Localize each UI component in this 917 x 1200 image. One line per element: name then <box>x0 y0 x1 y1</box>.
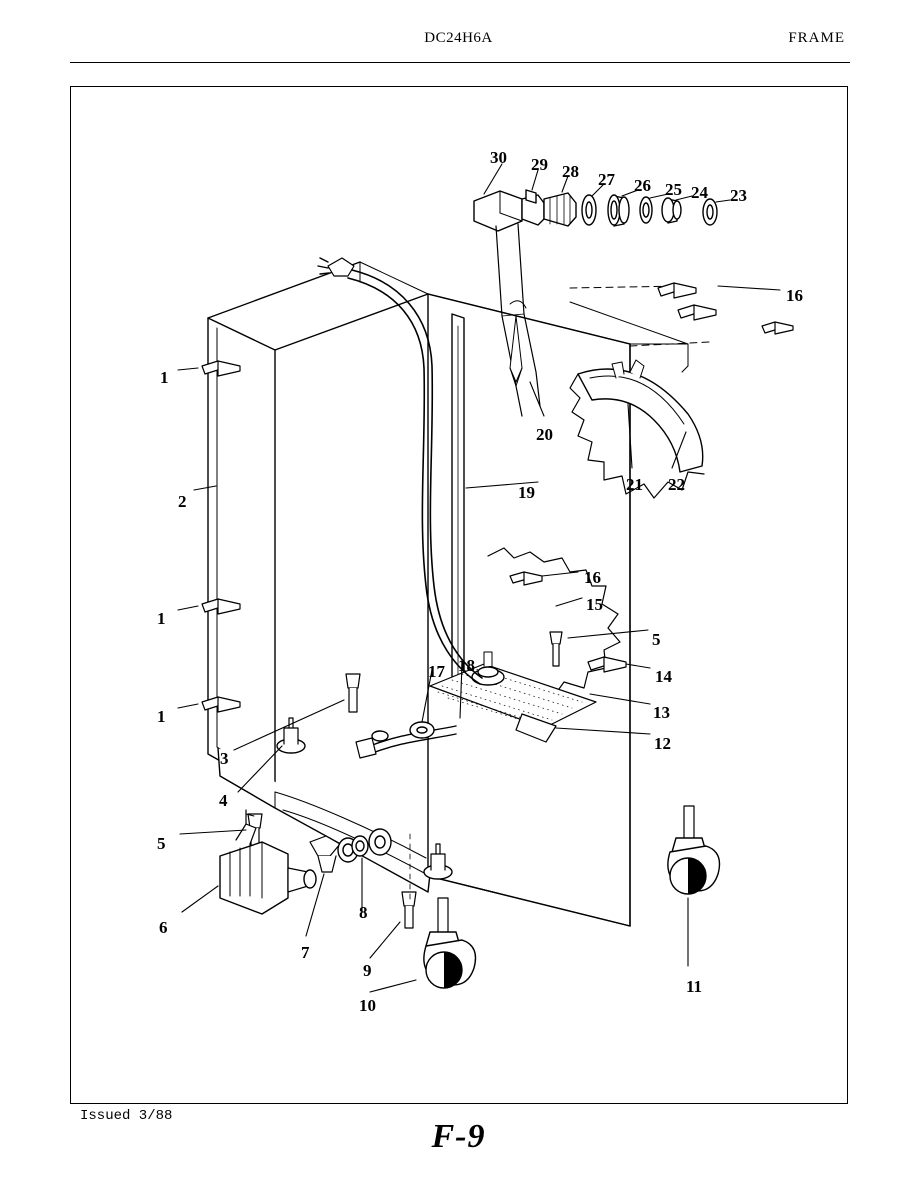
header-model-number: DC24H6A <box>424 30 493 46</box>
callout-14: 14 <box>655 667 672 686</box>
callout-9: 9 <box>363 961 372 980</box>
callout-19: 19 <box>518 483 535 502</box>
callout-3: 3 <box>220 749 229 768</box>
callout-6: 6 <box>159 918 168 937</box>
callout-1-low: 1 <box>157 707 166 726</box>
callout-5-lower: 5 <box>157 834 166 853</box>
callout-12: 12 <box>654 734 671 753</box>
callout-15: 15 <box>586 595 603 614</box>
callout-8: 8 <box>359 903 368 922</box>
callout-25: 25 <box>665 180 682 199</box>
callout-28: 28 <box>562 162 579 181</box>
callout-29: 29 <box>531 155 548 174</box>
callout-18: 18 <box>458 656 475 675</box>
callout-13: 13 <box>653 703 670 722</box>
callout-7: 7 <box>301 943 310 962</box>
callout-1-mid: 1 <box>157 609 166 628</box>
callout-2: 2 <box>178 492 187 511</box>
callout-4: 4 <box>219 791 228 810</box>
callout-30: 30 <box>490 148 507 167</box>
issued-date: Issued 3/88 <box>80 1108 173 1124</box>
callout-16-top: 16 <box>786 286 803 305</box>
callout-20: 20 <box>536 425 553 444</box>
callout-26: 26 <box>634 176 651 195</box>
page-code: F-9 <box>431 1118 486 1155</box>
callout-24: 24 <box>691 183 708 202</box>
callout-22: 22 <box>668 475 685 494</box>
callout-21: 21 <box>626 475 643 494</box>
callout-1-top: 1 <box>160 368 169 387</box>
callout-16-mid: 16 <box>584 568 601 587</box>
callout-11: 11 <box>686 977 703 996</box>
callout-5-upper: 5 <box>652 630 661 649</box>
exploded-diagram-artwork <box>70 86 848 1104</box>
callout-17: 17 <box>428 662 445 681</box>
callout-10: 10 <box>359 996 376 1015</box>
header-divider <box>70 62 850 63</box>
callout-27: 27 <box>598 170 615 189</box>
header-section-title: FRAME <box>788 30 845 46</box>
callout-23: 23 <box>730 186 747 205</box>
